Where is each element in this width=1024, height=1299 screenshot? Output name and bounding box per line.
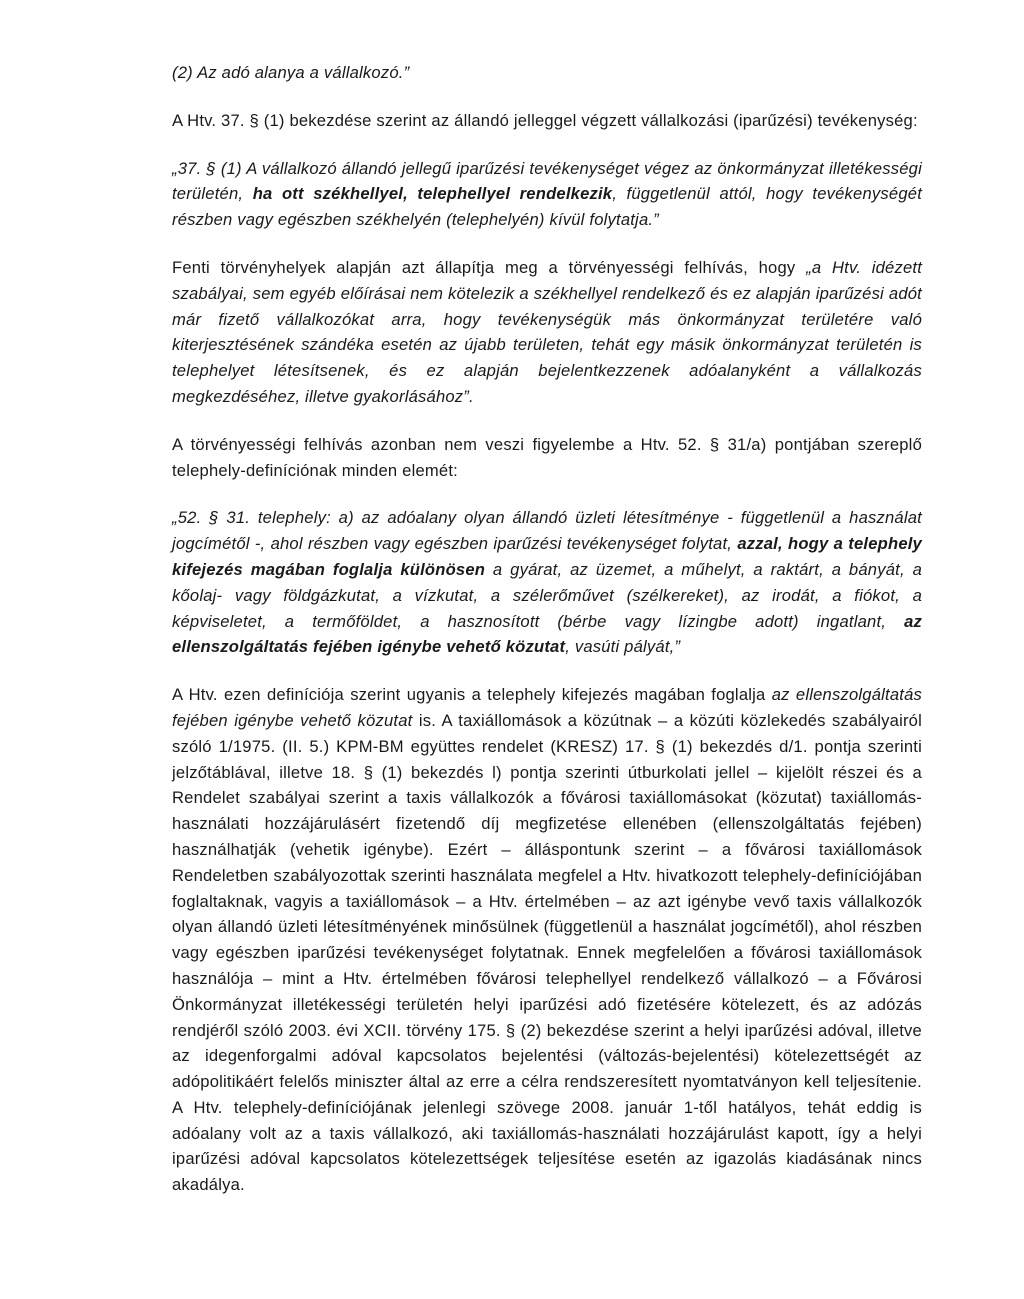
quote-37-part-a: „37. § (1) A vállalkozó állandó jellegű iparűzési tevékenységet végez az önkormányzat illetékességi területén, bbox=[172, 158, 922, 204]
quote-52-bold-1: azzal, hogy a telephely kifejezés magában foglalja különösen bbox=[172, 534, 922, 579]
quote-52-part-a: „52. § 31. telephely: a) az adóalany olyan állandó üzleti létesítménye - függetlenül a használat jogcímétől -, ahol részben vagy egészben iparűzési tevékenységet folytat, bbox=[172, 508, 922, 554]
argument-body: is. A taxiállomások a közútnak – a közúti közlekedés szabályairól szóló 1/1975. (II. 5.) KPM-BM együttes rendelet (KRESZ) 17. § (1) bekezdés d/1. pontja szerinti jelzőtáblával, illetve 18. § (1) bekezdés l) pontja szerinti útburkolati jellel – kijelölt részei és a Rendelet szabályai szerint a taxis vállalkozók a fővárosi taxiállomásokat (közutat) taxiállomás-használati hozzájárulásért fizetendő díj megfizetése ellenében (ellenszolgáltatás fejében) használhatják (vehetik igénybe). Ezért – álláspontunk szerint – a fővárosi taxiállomások Rendeletben szabályozottak szerinti használata megfelel a Htv. hivatkozott telephely-definíciójában foglaltaknak, vagyis a taxiállomások – a Htv. értelmében – az azt igénybe vevő taxis vállalkozók olyan állandó üzleti létesítményének minősülnek (függetlenül a használat jogcímétől), ahol részben vagy egészben iparűzési tevékenységet folytatnak. Ennek megfelelően a fővárosi taxiállomások használója – mint a Htv. értelmében fővárosi telephellyel rendelkező vállalkozó – a Fővárosi Önkormányzat illetékességi területén helyi iparűzési adó fizetésére kötelezett, és az adózás rendjéről szóló 2003. évi XCII. törvény 175. § (2) bekezdése szerint a helyi iparűzési adóval, illetve az idegenforgalmi adóval kapcsolatos bejelentési (változás-bejelentési) kötelezettségét az adópolitikáért felelős miniszter által az erre a célra rendszeresített nyomtatványon kell teljesítenie. A Htv. telephely-definíciójának jelenlegi szövege 2008. január 1-től hatályos, tehát eddig is adóalany volt az a taxis vállalkozó, aki taxiállomás-használati hozzájárulást kapott, így a helyi iparűzési adóval kapcsolatos kötelezettségek teljesítése esetén az igazolás kiadásának nincs akadálya. bbox=[172, 710, 922, 1195]
paragraph-quote-52 bbox=[172, 505, 922, 660]
quote-52-part-c: a gyárat, az üzemet, a műhelyt, a raktárt, a bányát, a kőolaj- vagy földgázkutat, a vízkutat, a szélerőművet (szélkereket), az irodát, a fiókot, a képviseletet, a termőföldet, a hasznosított (bérbe vagy lízingbe adott) ingatlant, bbox=[172, 559, 922, 631]
paragraph-quote-37 bbox=[172, 156, 922, 233]
argument-intro: A Htv. ezen definíciója szerint ugyanis a telephely kifejezés magában foglalja bbox=[172, 685, 772, 705]
quote-37-part-c: , függetlenül attól, hogy tevékenységét részben vagy egészben székhelyén (telephelyén) kívül folytatja.” bbox=[172, 184, 922, 230]
argument-italic: az ellenszolgáltatás fejében igénybe vehető közutat bbox=[172, 685, 922, 730]
quote-52-part-e: , vasúti pályát,” bbox=[565, 637, 681, 657]
paragraph-definition-intro: A törvényességi felhívás azonban nem veszi figyelembe a Htv. 52. § 31/a) pontjában szereplő telephely-definíciónak minden elemét: bbox=[172, 434, 922, 480]
quote-52-bold-2: az ellenszolgáltatás fejében igénybe vehető közutat bbox=[172, 611, 922, 657]
paragraph-argument bbox=[172, 682, 922, 1198]
felhivas-quote: „a Htv. idézett szabályai, sem egyéb előírásai nem kötelezik a székhellyel rendelkező és ez alapján iparűzési adót már fizető vállalkozókat arra, hogy tevékenységük más önkormányzat területére való kiterjesztésének szándéka esetén az újabb területen, tehát egy másik önkormányzat területén is telephelyet létesítsenek, és ez alapján bejelentkezzenek adóalanyként a vállalkozás megkezdéséhez, illetve gyakorlásához”. bbox=[172, 257, 923, 406]
quote-37-bold: ha ott székhellyel, telephellyel rendelkezik bbox=[252, 184, 613, 204]
paragraph-htv-37: A Htv. 37. § (1) bekezdése szerint az állandó jelleggel végzett vállalkozási (iparűzési) tevékenység: bbox=[172, 110, 918, 130]
paragraph-quote-end: (2) Az adó alanya a vállalkozó.” bbox=[172, 63, 410, 82]
felhivas-intro: Fenti törvényhelyek alapján azt állapítja meg a törvényességi felhívás, hogy bbox=[172, 257, 807, 277]
paragraph-felhivas bbox=[172, 255, 922, 410]
